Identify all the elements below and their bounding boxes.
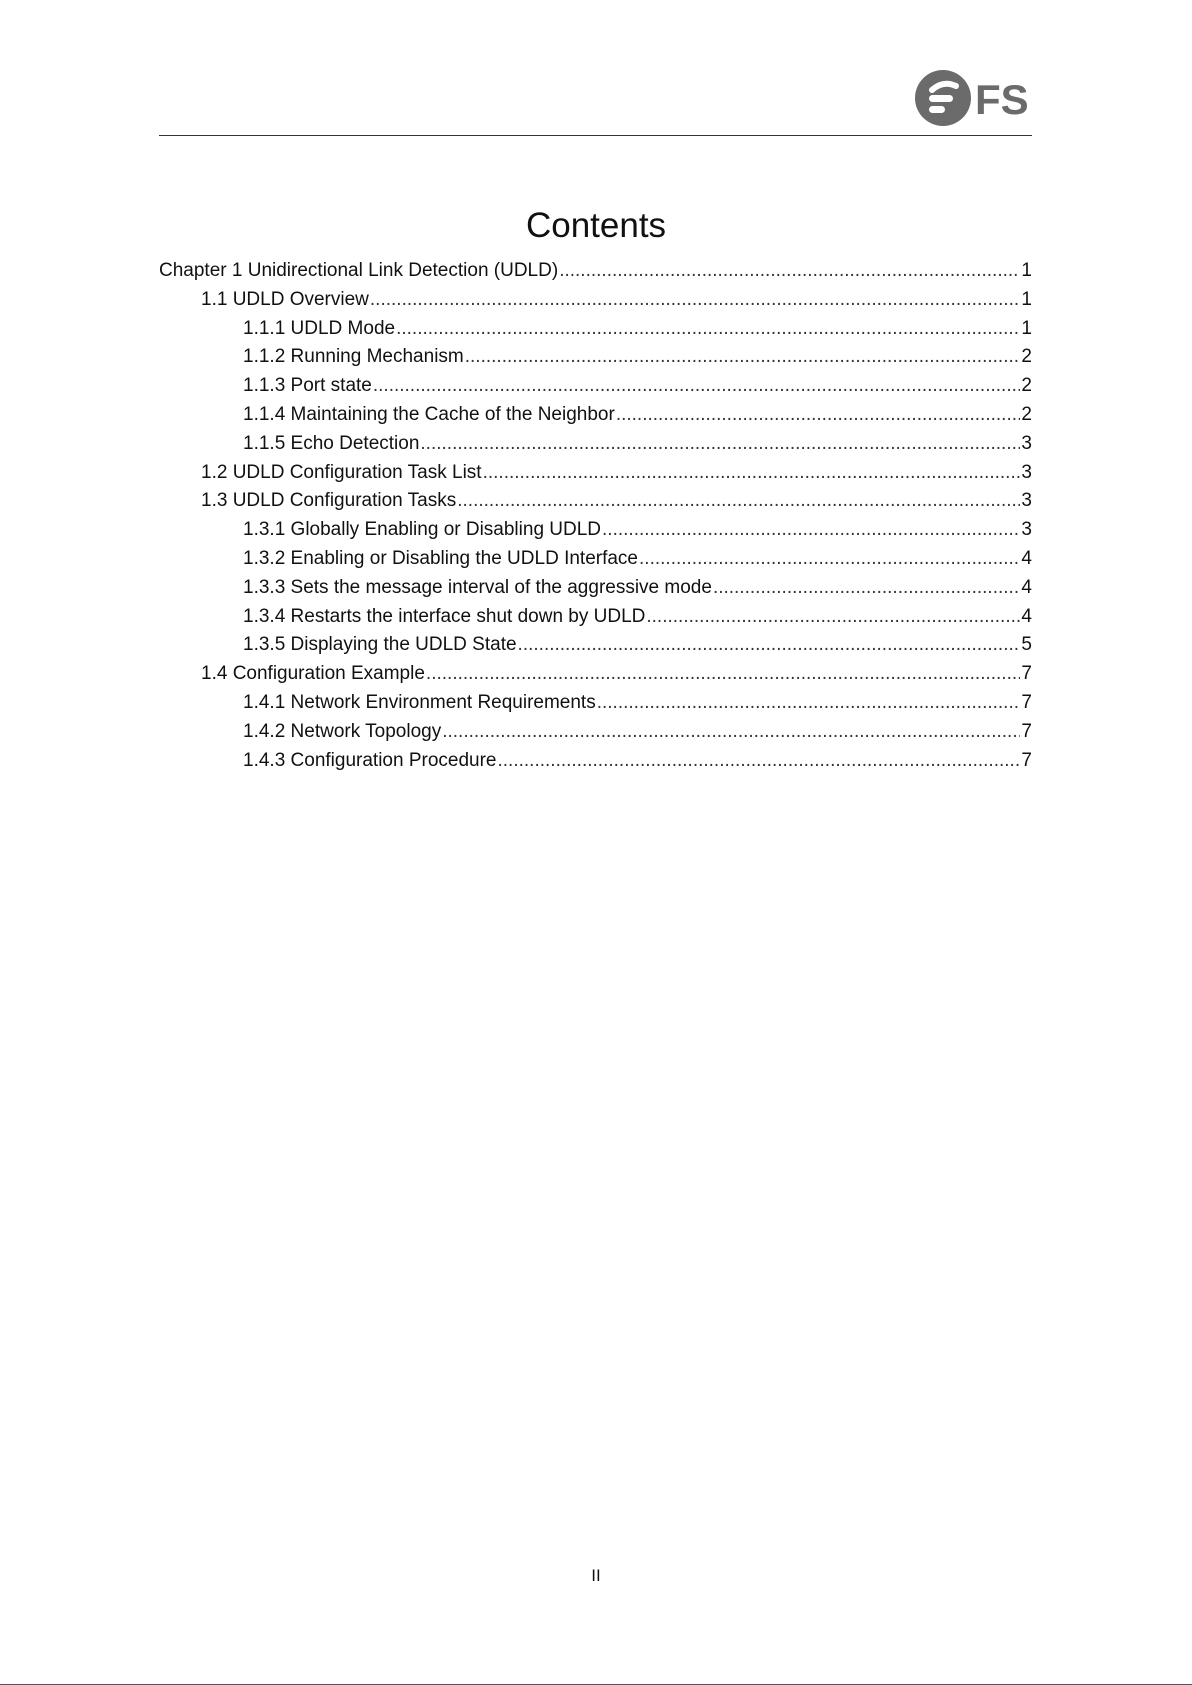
toc-entry-title: 1.2 UDLD Configuration Task List bbox=[201, 461, 482, 483]
toc-entry[interactable] bbox=[159, 660, 1032, 689]
toc-entry-title: Chapter 1 Unidirectional Link Detection (UDLD) bbox=[159, 260, 559, 281]
toc-entry-page: 1 bbox=[1021, 260, 1032, 281]
toc-entry-title: 1.1.3 Port state bbox=[243, 375, 372, 397]
toc-entry-page: 3 bbox=[1021, 432, 1032, 454]
toc-entry[interactable] bbox=[159, 430, 1032, 459]
toc-entry-page: 4 bbox=[1021, 547, 1032, 569]
toc-entry-title: 1.3.3 Sets the message interval of the aggressive mode bbox=[243, 576, 712, 598]
toc-entry[interactable] bbox=[159, 257, 1032, 286]
toc-entry-title: 1.3.2 Enabling or Disabling the UDLD Interface bbox=[243, 547, 639, 569]
toc-dot-leader bbox=[597, 689, 1021, 718]
toc-dot-leader bbox=[559, 257, 1020, 286]
toc-entry-title: 1.4 Configuration Example bbox=[201, 663, 425, 685]
toc-entry-page: 2 bbox=[1021, 375, 1032, 397]
toc-entry[interactable] bbox=[159, 718, 1032, 747]
toc-entry-page: 7 bbox=[1021, 691, 1032, 713]
toc-dot-leader bbox=[498, 747, 1021, 776]
toc-entry[interactable] bbox=[159, 286, 1032, 315]
toc-entry[interactable] bbox=[159, 401, 1032, 430]
toc-entry-title: 1.3 UDLD Configuration Tasks bbox=[201, 490, 457, 512]
toc-entry-title: 1.3.4 Restarts the interface shut down by UDLD bbox=[243, 605, 646, 627]
toc-entry[interactable] bbox=[159, 747, 1032, 776]
toc-entry-title: 1.1.1 UDLD Mode bbox=[243, 317, 396, 339]
toc-entry[interactable] bbox=[159, 574, 1032, 603]
toc-entry-title: 1.3.5 Displaying the UDLD State bbox=[243, 634, 517, 656]
toc-entry-page: 3 bbox=[1021, 519, 1032, 541]
toc-entry-page: 4 bbox=[1021, 576, 1032, 598]
toc-entry[interactable] bbox=[159, 343, 1032, 372]
toc-dot-leader bbox=[616, 401, 1021, 430]
toc-entry-page: 7 bbox=[1021, 663, 1032, 685]
toc-entry-page: 2 bbox=[1021, 403, 1032, 425]
toc-entry-page: 3 bbox=[1021, 490, 1032, 512]
toc-entry-page: 4 bbox=[1021, 605, 1032, 627]
toc-entry[interactable] bbox=[159, 603, 1032, 632]
toc-entry[interactable] bbox=[159, 459, 1032, 488]
toc-entry-title: 1.3.1 Globally Enabling or Disabling UDLD bbox=[243, 519, 602, 541]
toc-dot-leader bbox=[518, 631, 1021, 660]
toc-dot-leader bbox=[457, 487, 1020, 516]
toc-dot-leader bbox=[426, 660, 1021, 689]
toc-dot-leader bbox=[713, 574, 1020, 603]
toc-entry-page: 2 bbox=[1021, 346, 1032, 368]
table-of-contents bbox=[159, 257, 1032, 775]
toc-dot-leader bbox=[442, 718, 1020, 747]
toc-entry-title: 1.4.3 Configuration Procedure bbox=[243, 749, 497, 771]
toc-entry-title: 1.1.2 Running Mechanism bbox=[243, 346, 464, 368]
toc-dot-leader bbox=[646, 603, 1020, 632]
toc-entry-title: 1.1.4 Maintaining the Cache of the Neighbor bbox=[243, 403, 615, 425]
toc-entry-title: 1.1.5 Echo Detection bbox=[243, 432, 420, 454]
toc-entry[interactable] bbox=[159, 372, 1032, 401]
toc-dot-leader bbox=[370, 286, 1021, 315]
toc-entry-page: 1 bbox=[1021, 317, 1032, 339]
header-divider bbox=[159, 135, 1032, 136]
page-number: II bbox=[591, 1566, 601, 1585]
toc-entry[interactable] bbox=[159, 631, 1032, 660]
fs-logo bbox=[914, 68, 1032, 128]
toc-entry-title: 1.1 UDLD Overview bbox=[201, 288, 369, 310]
page-title: Contents bbox=[525, 206, 667, 246]
toc-dot-leader bbox=[602, 516, 1020, 545]
toc-entry-page: 7 bbox=[1021, 720, 1032, 742]
toc-entry-title: 1.4.2 Network Topology bbox=[243, 720, 442, 742]
toc-entry[interactable] bbox=[159, 487, 1032, 516]
toc-dot-leader bbox=[373, 372, 1021, 401]
toc-entry-page: 3 bbox=[1021, 461, 1032, 483]
toc-entry-title: 1.4.1 Network Environment Requirements bbox=[243, 691, 596, 713]
toc-dot-leader bbox=[639, 545, 1020, 574]
toc-entry-page: 1 bbox=[1021, 288, 1032, 310]
toc-dot-leader bbox=[396, 315, 1020, 344]
toc-dot-leader bbox=[483, 459, 1021, 488]
logo-text: FS bbox=[975, 76, 1029, 123]
toc-entry-page: 7 bbox=[1021, 749, 1032, 771]
toc-entry[interactable] bbox=[159, 545, 1032, 574]
toc-entry[interactable] bbox=[159, 689, 1032, 718]
toc-entry[interactable] bbox=[159, 315, 1032, 344]
toc-dot-leader bbox=[465, 343, 1021, 372]
toc-dot-leader bbox=[420, 430, 1020, 459]
toc-entry[interactable] bbox=[159, 516, 1032, 545]
toc-entry-page: 5 bbox=[1021, 634, 1032, 656]
